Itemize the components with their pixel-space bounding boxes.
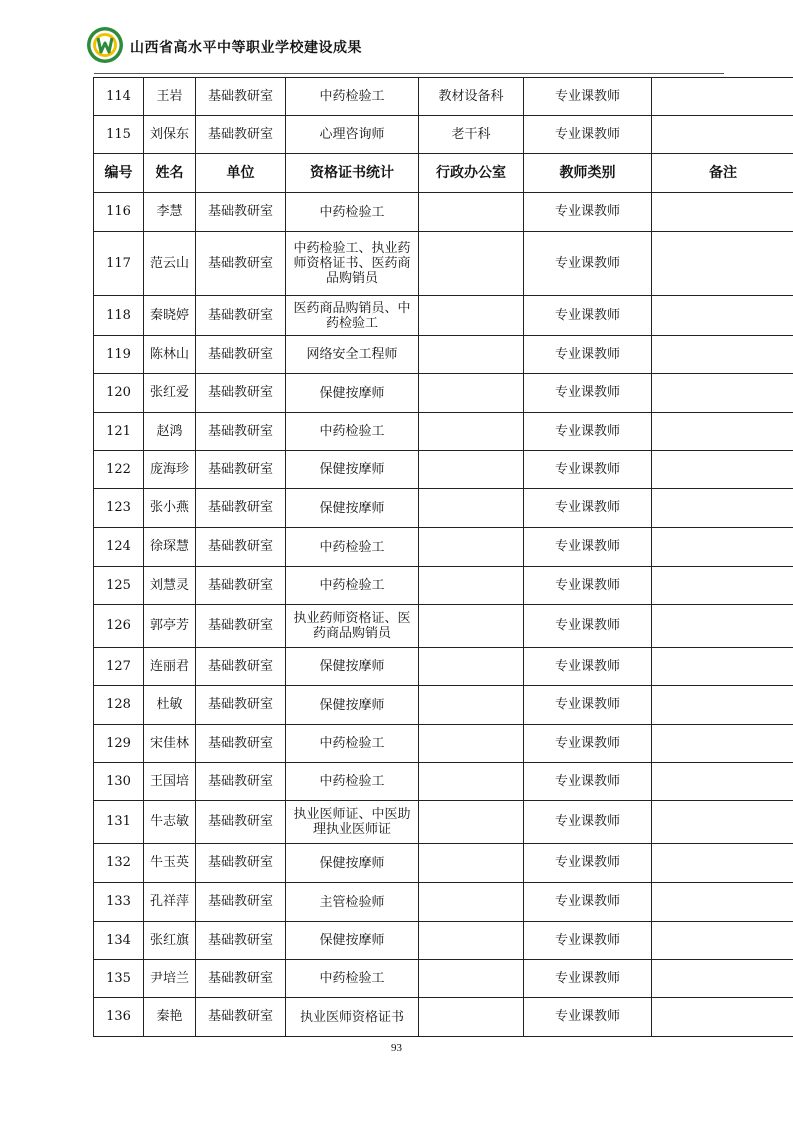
id-cell: 123 bbox=[94, 489, 144, 528]
category-cell: 专业课教师 bbox=[524, 725, 652, 763]
cert-cell: 中药检验工 bbox=[286, 763, 419, 801]
id-cell: 120 bbox=[94, 374, 144, 413]
cert-cell: 执业医师证、中医助理执业医师证 bbox=[286, 801, 419, 844]
table-row bbox=[94, 413, 793, 451]
cert-cell: 保健按摩师 bbox=[286, 489, 419, 528]
office-cell: 教材设备科 bbox=[419, 78, 524, 116]
name-cell: 孔祥萍 bbox=[144, 883, 196, 922]
category-cell: 专业课教师 bbox=[524, 336, 652, 374]
unit-cell: 基础教研室 bbox=[196, 193, 286, 232]
office-cell bbox=[419, 686, 524, 725]
id-cell: 114 bbox=[94, 78, 144, 116]
table-row bbox=[94, 232, 793, 296]
table-row bbox=[94, 374, 793, 413]
office-cell bbox=[419, 883, 524, 922]
note-cell bbox=[652, 648, 793, 686]
cert-cell: 网络安全工程师 bbox=[286, 336, 419, 374]
office-cell: 老干科 bbox=[419, 116, 524, 154]
office-cell bbox=[419, 998, 524, 1037]
category-cell: 专业课教师 bbox=[524, 998, 652, 1037]
cert-cell: 中药检验工 bbox=[286, 528, 419, 567]
table-row bbox=[94, 725, 793, 763]
note-cell bbox=[652, 528, 793, 567]
name-cell: 秦晓婷 bbox=[144, 296, 196, 336]
table-row bbox=[94, 883, 793, 922]
note-cell bbox=[652, 296, 793, 336]
id-cell: 131 bbox=[94, 801, 144, 844]
id-cell: 130 bbox=[94, 763, 144, 801]
unit-cell: 基础教研室 bbox=[196, 801, 286, 844]
cert-cell: 中药检验工 bbox=[286, 413, 419, 451]
header-divider bbox=[94, 73, 724, 74]
column-header: 姓名 bbox=[144, 154, 196, 193]
office-cell bbox=[419, 648, 524, 686]
table-row bbox=[94, 451, 793, 489]
column-header: 教师类别 bbox=[524, 154, 652, 193]
office-cell bbox=[419, 232, 524, 296]
note-cell bbox=[652, 605, 793, 648]
office-cell bbox=[419, 801, 524, 844]
cert-cell: 中药检验工 bbox=[286, 78, 419, 116]
table-row bbox=[94, 528, 793, 567]
note-cell bbox=[652, 801, 793, 844]
name-cell: 张小燕 bbox=[144, 489, 196, 528]
unit-cell: 基础教研室 bbox=[196, 883, 286, 922]
category-cell: 专业课教师 bbox=[524, 883, 652, 922]
name-cell: 刘保东 bbox=[144, 116, 196, 154]
category-cell: 专业课教师 bbox=[524, 763, 652, 801]
note-cell bbox=[652, 78, 793, 116]
office-cell bbox=[419, 296, 524, 336]
cert-cell: 保健按摩师 bbox=[286, 374, 419, 413]
table-row bbox=[94, 567, 793, 605]
table-row bbox=[94, 844, 793, 883]
cert-cell: 执业医师资格证书 bbox=[286, 998, 419, 1037]
name-cell: 连丽君 bbox=[144, 648, 196, 686]
column-header: 备注 bbox=[652, 154, 793, 193]
table-row bbox=[94, 116, 793, 154]
office-cell bbox=[419, 960, 524, 998]
name-cell: 赵鸿 bbox=[144, 413, 196, 451]
unit-cell: 基础教研室 bbox=[196, 648, 286, 686]
note-cell bbox=[652, 960, 793, 998]
unit-cell: 基础教研室 bbox=[196, 960, 286, 998]
id-cell: 115 bbox=[94, 116, 144, 154]
name-cell: 牛玉英 bbox=[144, 844, 196, 883]
note-cell bbox=[652, 374, 793, 413]
office-cell bbox=[419, 413, 524, 451]
cert-cell: 医药商品购销员、中药检验工 bbox=[286, 296, 419, 336]
cert-cell: 中药检验工 bbox=[286, 725, 419, 763]
category-cell: 专业课教师 bbox=[524, 686, 652, 725]
cert-cell: 中药检验工 bbox=[286, 567, 419, 605]
office-cell bbox=[419, 605, 524, 648]
name-cell: 陈林山 bbox=[144, 336, 196, 374]
document-title: 山西省高水平中等职业学校建设成果 bbox=[130, 40, 362, 56]
office-cell bbox=[419, 193, 524, 232]
category-cell: 专业课教师 bbox=[524, 232, 652, 296]
name-cell: 宋佳林 bbox=[144, 725, 196, 763]
office-cell bbox=[419, 528, 524, 567]
unit-cell: 基础教研室 bbox=[196, 922, 286, 960]
unit-cell: 基础教研室 bbox=[196, 116, 286, 154]
cert-cell: 主管检验师 bbox=[286, 883, 419, 922]
unit-cell: 基础教研室 bbox=[196, 763, 286, 801]
id-cell: 116 bbox=[94, 193, 144, 232]
note-cell bbox=[652, 922, 793, 960]
category-cell: 专业课教师 bbox=[524, 78, 652, 116]
unit-cell: 基础教研室 bbox=[196, 844, 286, 883]
cert-cell: 心理咨询师 bbox=[286, 116, 419, 154]
unit-cell: 基础教研室 bbox=[196, 489, 286, 528]
office-cell bbox=[419, 725, 524, 763]
category-cell: 专业课教师 bbox=[524, 922, 652, 960]
cert-cell: 保健按摩师 bbox=[286, 648, 419, 686]
table-row bbox=[94, 763, 793, 801]
column-header: 资格证书统计 bbox=[286, 154, 419, 193]
id-cell: 118 bbox=[94, 296, 144, 336]
note-cell bbox=[652, 567, 793, 605]
table-row bbox=[94, 998, 793, 1037]
unit-cell: 基础教研室 bbox=[196, 413, 286, 451]
unit-cell: 基础教研室 bbox=[196, 528, 286, 567]
office-cell bbox=[419, 489, 524, 528]
cert-cell: 保健按摩师 bbox=[286, 922, 419, 960]
cert-cell: 保健按摩师 bbox=[286, 844, 419, 883]
table-row bbox=[94, 686, 793, 725]
name-cell: 庞海珍 bbox=[144, 451, 196, 489]
id-cell: 124 bbox=[94, 528, 144, 567]
name-cell: 尹培兰 bbox=[144, 960, 196, 998]
office-cell bbox=[419, 451, 524, 489]
school-emblem-icon bbox=[86, 26, 124, 64]
table-row bbox=[94, 648, 793, 686]
category-cell: 专业课教师 bbox=[524, 605, 652, 648]
note-cell bbox=[652, 725, 793, 763]
cert-cell: 中药检验工 bbox=[286, 960, 419, 998]
note-cell bbox=[652, 763, 793, 801]
category-cell: 专业课教师 bbox=[524, 451, 652, 489]
note-cell bbox=[652, 844, 793, 883]
id-cell: 129 bbox=[94, 725, 144, 763]
name-cell: 徐琛慧 bbox=[144, 528, 196, 567]
note-cell bbox=[652, 232, 793, 296]
name-cell: 郭亭芳 bbox=[144, 605, 196, 648]
unit-cell: 基础教研室 bbox=[196, 296, 286, 336]
cert-cell: 保健按摩师 bbox=[286, 686, 419, 725]
cert-cell: 中药检验工、执业药师资格证书、医药商品购销员 bbox=[286, 232, 419, 296]
page-number: 93 bbox=[391, 1042, 402, 1054]
office-cell bbox=[419, 844, 524, 883]
column-header: 编号 bbox=[94, 154, 144, 193]
table-row bbox=[94, 489, 793, 528]
id-cell: 121 bbox=[94, 413, 144, 451]
id-cell: 125 bbox=[94, 567, 144, 605]
category-cell: 专业课教师 bbox=[524, 528, 652, 567]
name-cell: 牛志敏 bbox=[144, 801, 196, 844]
unit-cell: 基础教研室 bbox=[196, 374, 286, 413]
category-cell: 专业课教师 bbox=[524, 374, 652, 413]
name-cell: 王国培 bbox=[144, 763, 196, 801]
table-header-row bbox=[94, 154, 793, 193]
unit-cell: 基础教研室 bbox=[196, 78, 286, 116]
unit-cell: 基础教研室 bbox=[196, 605, 286, 648]
note-cell bbox=[652, 193, 793, 232]
name-cell: 张红爱 bbox=[144, 374, 196, 413]
name-cell: 李慧 bbox=[144, 193, 196, 232]
note-cell bbox=[652, 451, 793, 489]
category-cell: 专业课教师 bbox=[524, 489, 652, 528]
name-cell: 张红旗 bbox=[144, 922, 196, 960]
table-row bbox=[94, 193, 793, 232]
id-cell: 122 bbox=[94, 451, 144, 489]
id-cell: 133 bbox=[94, 883, 144, 922]
table-row bbox=[94, 296, 793, 336]
unit-cell: 基础教研室 bbox=[196, 336, 286, 374]
note-cell bbox=[652, 336, 793, 374]
note-cell bbox=[652, 883, 793, 922]
office-cell bbox=[419, 922, 524, 960]
category-cell: 专业课教师 bbox=[524, 648, 652, 686]
unit-cell: 基础教研室 bbox=[196, 998, 286, 1037]
id-cell: 132 bbox=[94, 844, 144, 883]
category-cell: 专业课教师 bbox=[524, 193, 652, 232]
note-cell bbox=[652, 686, 793, 725]
category-cell: 专业课教师 bbox=[524, 296, 652, 336]
category-cell: 专业课教师 bbox=[524, 844, 652, 883]
name-cell: 刘慧灵 bbox=[144, 567, 196, 605]
note-cell bbox=[652, 998, 793, 1037]
office-cell bbox=[419, 763, 524, 801]
id-cell: 117 bbox=[94, 232, 144, 296]
id-cell: 128 bbox=[94, 686, 144, 725]
cert-cell: 执业药师资格证、医药商品购销员 bbox=[286, 605, 419, 648]
category-cell: 专业课教师 bbox=[524, 801, 652, 844]
page-header bbox=[86, 26, 726, 70]
category-cell: 专业课教师 bbox=[524, 567, 652, 605]
name-cell: 杜敏 bbox=[144, 686, 196, 725]
table-row bbox=[94, 336, 793, 374]
table-row bbox=[94, 605, 793, 648]
note-cell bbox=[652, 413, 793, 451]
id-cell: 126 bbox=[94, 605, 144, 648]
name-cell: 王岩 bbox=[144, 78, 196, 116]
teacher-certificate-table bbox=[93, 77, 793, 1037]
id-cell: 119 bbox=[94, 336, 144, 374]
column-header: 单位 bbox=[196, 154, 286, 193]
cert-cell: 保健按摩师 bbox=[286, 451, 419, 489]
office-cell bbox=[419, 374, 524, 413]
unit-cell: 基础教研室 bbox=[196, 232, 286, 296]
unit-cell: 基础教研室 bbox=[196, 686, 286, 725]
table-row bbox=[94, 922, 793, 960]
table-row bbox=[94, 801, 793, 844]
id-cell: 136 bbox=[94, 998, 144, 1037]
id-cell: 135 bbox=[94, 960, 144, 998]
id-cell: 127 bbox=[94, 648, 144, 686]
name-cell: 秦艳 bbox=[144, 998, 196, 1037]
column-header: 行政办公室 bbox=[419, 154, 524, 193]
category-cell: 专业课教师 bbox=[524, 960, 652, 998]
unit-cell: 基础教研室 bbox=[196, 725, 286, 763]
unit-cell: 基础教研室 bbox=[196, 567, 286, 605]
name-cell: 范云山 bbox=[144, 232, 196, 296]
cert-cell: 中药检验工 bbox=[286, 193, 419, 232]
category-cell: 专业课教师 bbox=[524, 116, 652, 154]
id-cell: 134 bbox=[94, 922, 144, 960]
table-row bbox=[94, 960, 793, 998]
unit-cell: 基础教研室 bbox=[196, 451, 286, 489]
office-cell bbox=[419, 336, 524, 374]
note-cell bbox=[652, 489, 793, 528]
category-cell: 专业课教师 bbox=[524, 413, 652, 451]
office-cell bbox=[419, 567, 524, 605]
table-row bbox=[94, 78, 793, 116]
note-cell bbox=[652, 116, 793, 154]
